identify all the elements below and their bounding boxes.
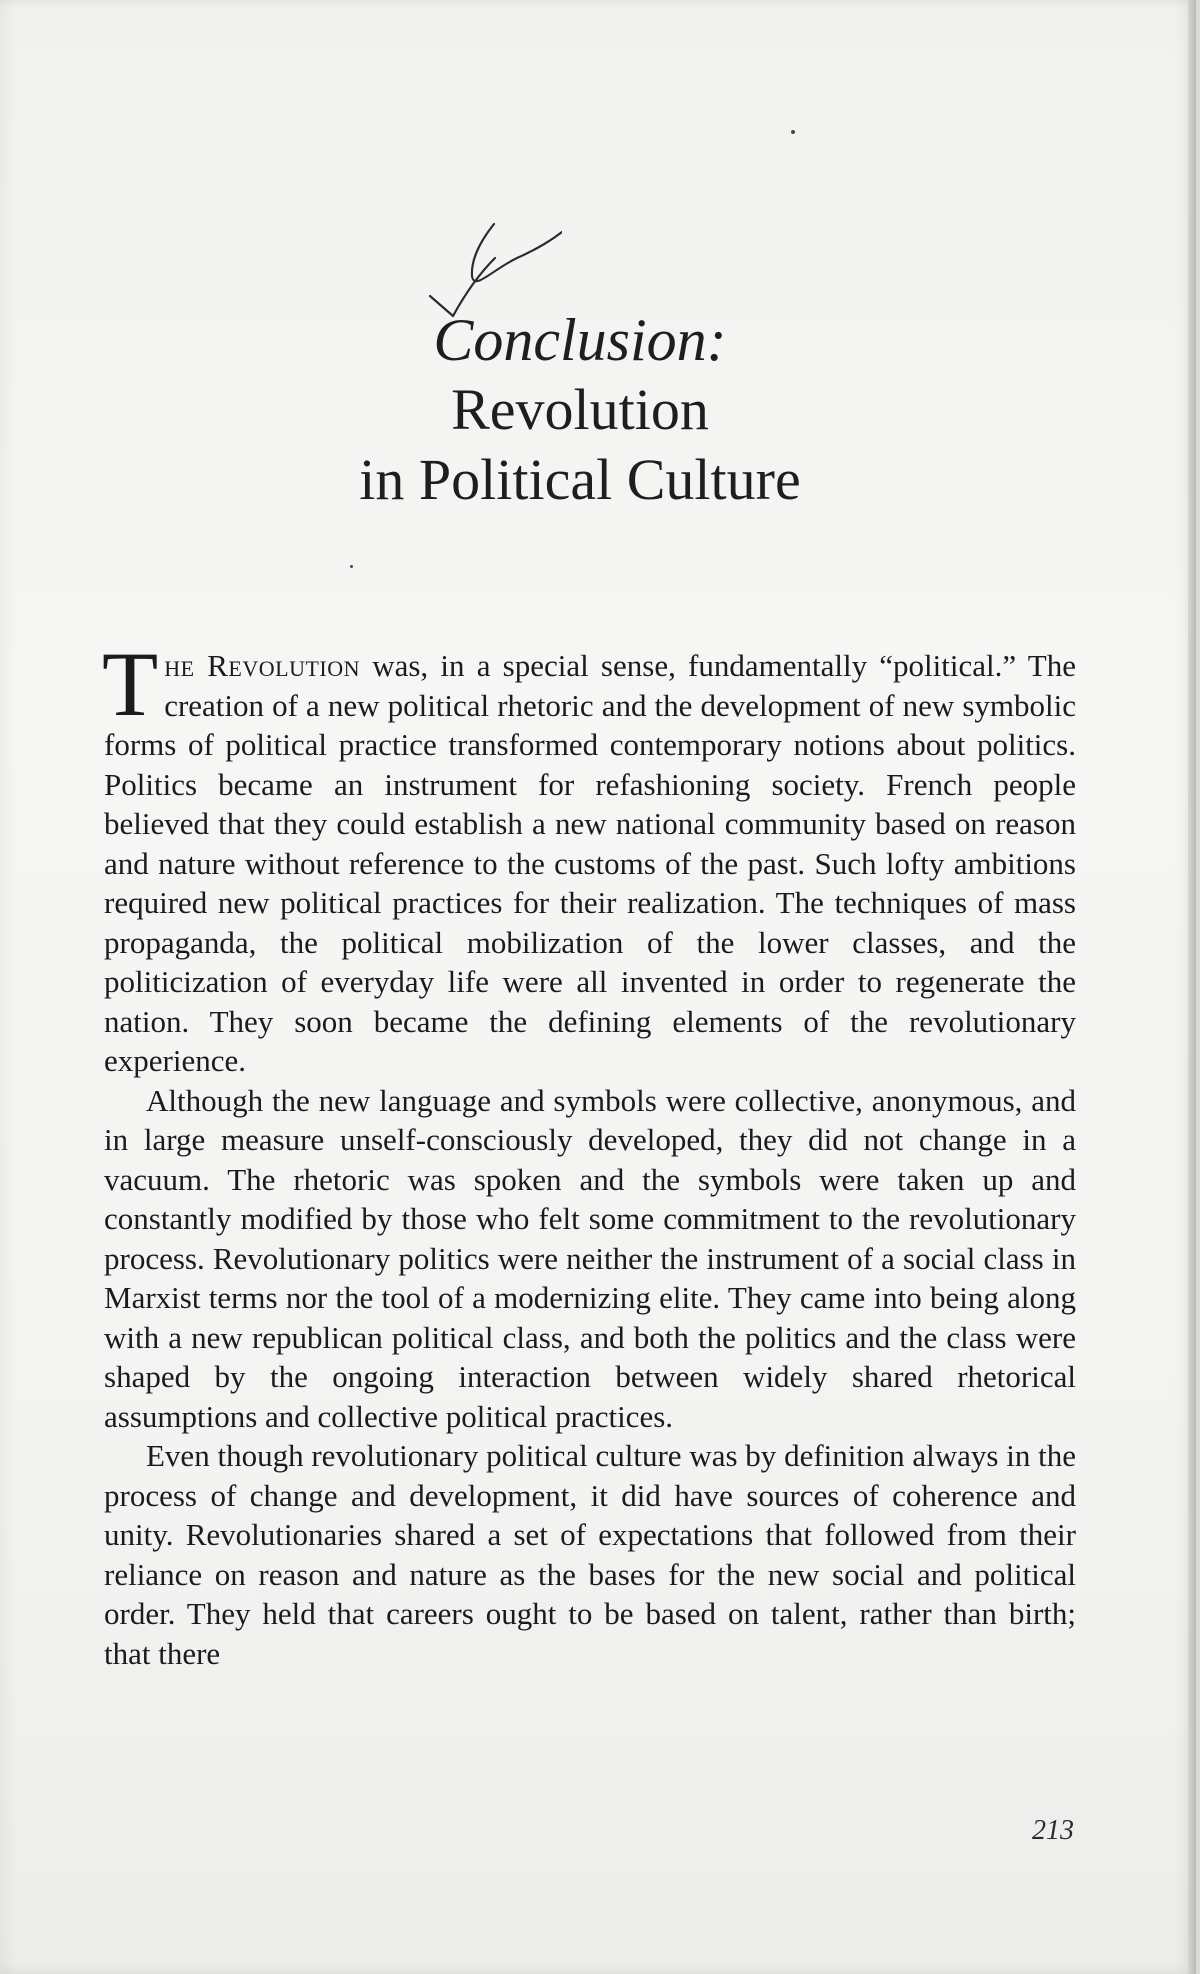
chapter-title (0, 305, 1160, 515)
chapter-kicker: Conclusion: (433, 307, 727, 373)
paragraph-2: Although the new language and symbols were collective, anonymous, and in large measure unself-consciously developed, they did not change in a vacuum. The rhetoric was spoken and the symbols were taken up and constantly modified by those who felt some commitment to the revolutionary process. Revolutionary politics were neither the instrument of a social class in Marxist terms nor the tool of a modernizing elite. They came into being along with a new republican political class, and both the politics and the class were shaped by the ongoing interaction between widely shared rhetorical assumptions and collective political practices. (104, 1082, 1076, 1434)
drop-cap: T (102, 633, 159, 735)
ink-speck (350, 565, 353, 568)
chapter-body (102, 633, 1076, 1673)
paragraph-1-text: was, in a special sense, fundamentally “political.” The creation of a new political rhetoric and the development of new symbolic forms of political practice transformed contemporary notions about politics. Politics became an instrument for refashioning society. French people believed that they could establish a new national community based on reason and nature without reference to the customs of the past. Such lofty ambitions required new political practices for their realization. The techniques of mass propaganda, the political mobilization of the lower classes, and the politicization of everyday life were all invented in order to regenerate the nation. They soon became the defining elements of the revolutionary experience. (104, 648, 1076, 1078)
paragraph-1 (102, 633, 1076, 1081)
ink-speck (791, 130, 795, 134)
chapter-title-line-1: Revolution (451, 377, 709, 442)
opening-small-caps: he Revolution (164, 648, 360, 683)
page-number: 213 (1032, 1815, 1074, 1846)
chapter-title-line-2: in Political Culture (359, 447, 801, 512)
paragraph-3: Even though revolutionary political culture was by definition always in the process of change and development, it did have sources of coherence and unity. Revolutionaries shared a set of expectations that followed from their reliance on reason and nature as the bases for the new social and political order. They held that careers ought to be based on talent, rather than birth; that there (104, 1438, 1076, 1671)
